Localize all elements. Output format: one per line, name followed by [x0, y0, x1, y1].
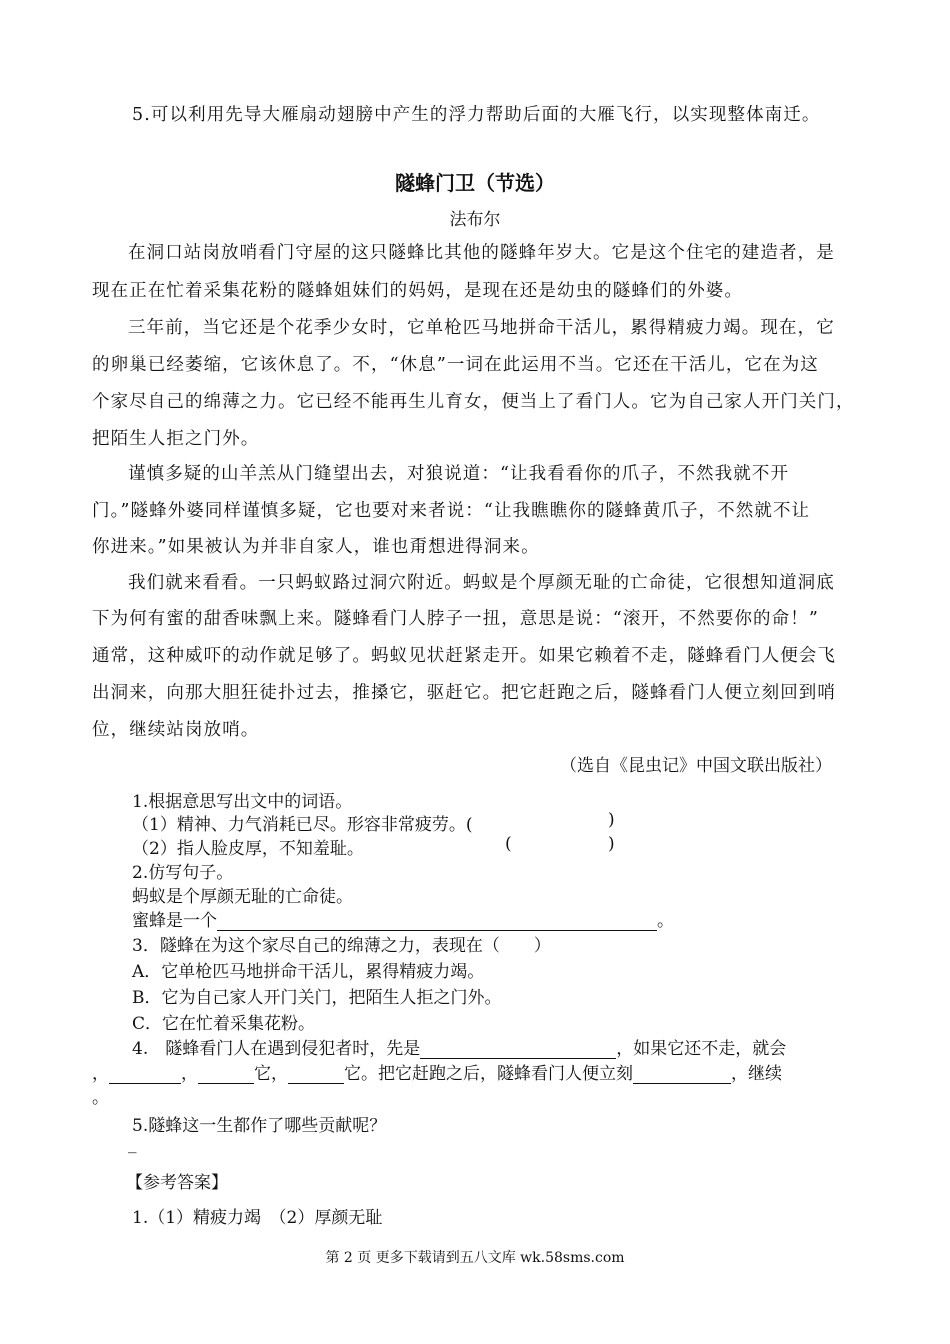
- answer-blank[interactable]: [633, 1065, 731, 1084]
- previous-answer-line: 5.可以利用先导大雁扇动翅膀中产生的浮力帮助后面的大雁飞行，以实现整体南迁。: [132, 105, 821, 125]
- answer-line-stub: _: [128, 1134, 137, 1154]
- question-1-item-1: （1）精神、力气消耗已尽。形容非常疲劳。(: [132, 815, 473, 835]
- question-3-option-a: A．它单枪匹马地拼命干活儿，累得精疲力竭。: [132, 962, 485, 982]
- question-2-example: 蚂蚁是个厚颜无耻的亡命徒。: [132, 887, 353, 907]
- article-line: 门。”隧蜂外婆同样谨慎多疑，它也要对来者说：“让我瞧瞧你的隧蜂黄爪子，不然就不让: [92, 501, 811, 521]
- question-4-line-2: [92, 1059, 782, 1084]
- article-line: 现在正在忙着采集花粉的隧蜂姐妹们的妈妈，是现在还是幼虫的隧蜂们的外婆。: [92, 281, 743, 301]
- comma: ，: [181, 1064, 198, 1084]
- question-5: 5.隧蜂这一生都作了哪些贡献呢？: [132, 1116, 387, 1136]
- answer-blank[interactable]: [288, 1065, 344, 1084]
- article-line: 位，继续站岗放哨。: [92, 720, 260, 740]
- question-4-start: 4. 隧蜂看门人在遇到侵犯者时，先是: [132, 1039, 421, 1059]
- article-line: 三年前，当它还是个花季少女时，它单枪匹马地拼命干活儿，累得精疲力竭。现在，它: [128, 318, 835, 338]
- answer-blank[interactable]: [109, 1065, 181, 1084]
- answer-blank[interactable]: [420, 1040, 616, 1059]
- paren-open: (: [505, 834, 512, 854]
- article-line: 个家尽自己的绵薄之力。它已经不能再生儿育女，便当上了看门人。它为自己家人开门关门，: [92, 392, 855, 412]
- question-2-prompt-text: 蜜蜂是一个: [132, 911, 217, 931]
- article-line: 你进来。”如果被认为并非自家人，谁也甭想进得洞来。: [92, 537, 540, 557]
- question-4-part-a: 它，: [254, 1064, 288, 1084]
- question-3: 3．隧蜂在为这个家尽自己的绵薄之力，表现在（ ）: [132, 936, 551, 956]
- paren-close: ): [608, 834, 615, 854]
- article-line: 的卵巢已经萎缩，它该休息了。不，“休息”一词在此运用不当。它还在干活儿，它在为这: [92, 355, 819, 375]
- article-line: 谨慎多疑的山羊羔从门缝望出去，对狼说道：“让我看看你的爪子，不然我就不开: [128, 464, 790, 484]
- answer-1: 1.（1）精疲力竭 （2）厚颜无耻: [132, 1208, 383, 1228]
- article-line: 我们就来看看。一只蚂蚁路过洞穴附近。蚂蚁是个厚颜无耻的亡命徒，它很想知道洞底: [128, 573, 835, 593]
- article-line: 出洞来，向那大胆狂徒扑过去，推搡它，驱赶它。把它赶跑之后，隧蜂看门人便立刻回到哨: [92, 683, 836, 703]
- question-3-option-b: B．它为自己家人开门关门，把陌生人拒之门外。: [132, 988, 502, 1008]
- answers-heading: 【参考答案】: [126, 1173, 228, 1193]
- question-4-part-b: 它。把它赶跑之后，隧蜂看门人便立刻: [344, 1064, 633, 1084]
- question-4-line-1: [132, 1034, 786, 1059]
- question-2: 2.仿写句子。: [132, 863, 234, 883]
- article-line: 在洞口站岗放哨看门守屋的这只隧蜂比其他的隧蜂年岁大。它是这个住宅的建造者，是: [128, 243, 835, 263]
- comma: ，: [92, 1064, 109, 1084]
- period: 。: [92, 1088, 109, 1108]
- answer-blank[interactable]: [198, 1065, 254, 1084]
- period: 。: [657, 911, 674, 931]
- paren-close: ): [608, 810, 615, 830]
- question-1-item-2: （2）指人脸皮厚，不知羞耻。: [132, 839, 364, 859]
- article-source: （选自《昆虫记》中国文联出版社）: [560, 756, 832, 776]
- answer-blank[interactable]: [217, 912, 657, 931]
- question-4-end: ，继续: [731, 1064, 782, 1084]
- question-1: 1.根据意思写出文中的词语。: [132, 792, 353, 812]
- article-line: 通常，这种威吓的动作就足够了。蚂蚁见状赶紧走开。如果它赖着不走，隧蜂看门人便会飞: [92, 646, 836, 666]
- article-title: 隧蜂门卫（节选）: [395, 171, 555, 195]
- question-4-mid: ，如果它还不走，就会: [616, 1039, 787, 1059]
- article-author: 法布尔: [449, 210, 501, 230]
- question-2-prompt: [132, 906, 674, 931]
- article-line: 把陌生人拒之门外。: [92, 429, 260, 449]
- page-footer: 第 2 页 更多下载请到五八文库 wk.58sms.com: [325, 1250, 625, 1266]
- question-3-option-c: C．它在忙着采集花粉。: [132, 1014, 316, 1034]
- article-line: 下为何有蜜的甜香味飘上来。隧蜂看门人脖子一扭，意思是说：“滚开，不然要你的命！”: [92, 609, 819, 629]
